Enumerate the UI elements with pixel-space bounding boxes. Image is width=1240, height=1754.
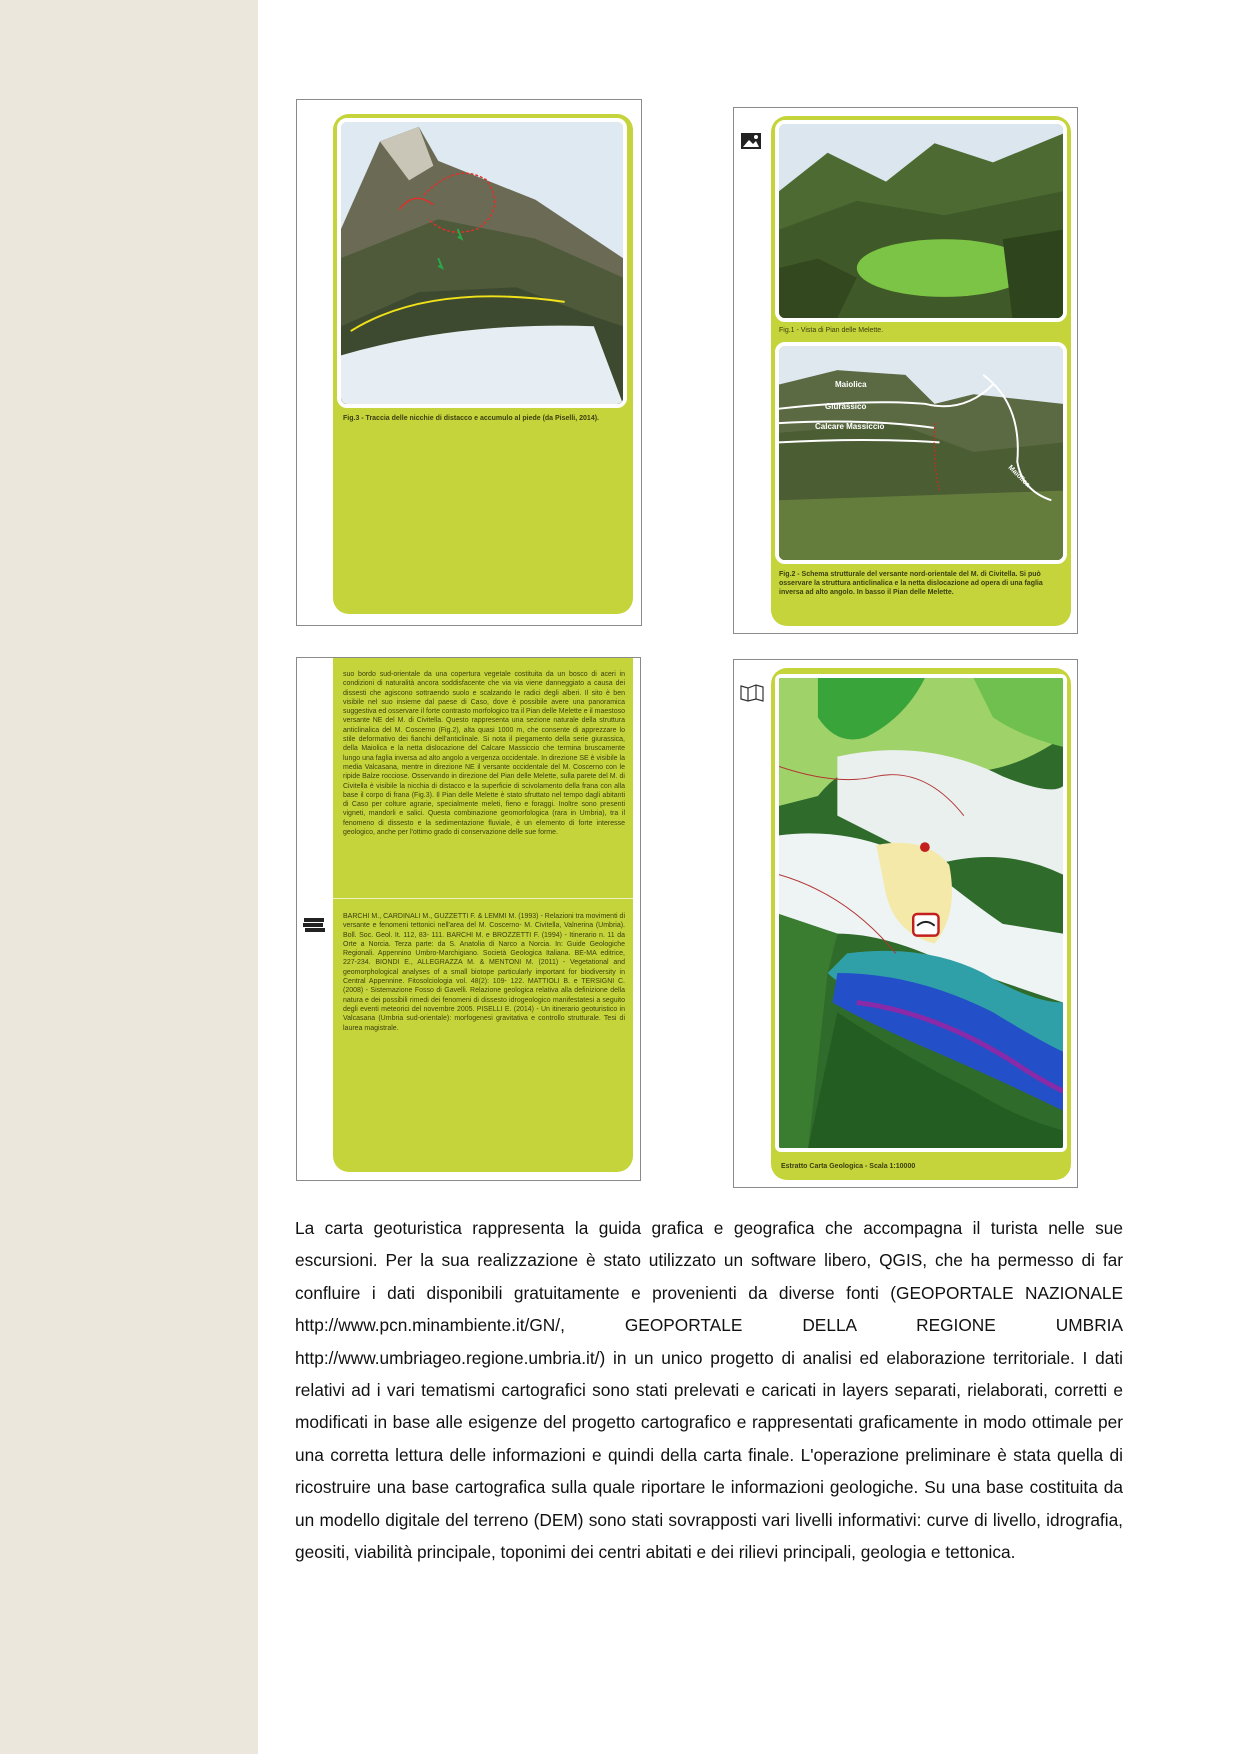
- map-icon: [740, 684, 764, 702]
- fig2-label-calcare: Calcare Massiccio: [815, 422, 885, 431]
- fig12-card: [771, 116, 1071, 626]
- references-text: BARCHI M., CARDINALI M., GUZZETTI F. & LEMMI M. (1993) - Relazioni tra movimenti di versante e fenomeni tettonici nell'area del M. Coscerno- M. Civitella, Valnerina (Umbria). Boll. Soc. Geol. It. 112, 83- 111. BARCHI M. e BROZZETTI F. (1994) - Itinerario n. 11 da Orte a Norcia. Terza parte: da S. Anatolia di Narco a Norcia. In: Guide Geologiche Regionali. Appennino Umbro-Marchigiano. Società Geologica Italiana. BE-MA editrice, 227-234. BIONDI E., ALLEGRAZZA M. & MENTONI M. (2011) - Vegetational and geomorphological analyses of a small biotope particularly important for biodiversity in Central Appennine. Fitosolciologia vol. 48(2): 109- 122. MATTIOLI B. e TERSIGNI C. (2008) - Sistemazione Fosso di Gavelli. Relazione geologica relativa alla definizione della natura e dei possibili rimedi dei fenomeni di dissesto idrogeologico manifestatesi a seguito degli eventi meteorici del novembre 2005. PISELLI E. (2014) - Un itinerario geoturistico in Valcasana (Umbria sud-orientale): morfogenesi gravitativa e controllo strutturale. Tesi di laurea magistrale.: [343, 913, 625, 1032]
- fig1-photo: [775, 120, 1067, 322]
- page-sidebar-strip: [0, 0, 258, 1754]
- panel-description: [296, 657, 641, 1181]
- fig2-photo: [775, 342, 1067, 564]
- map-card: [771, 668, 1071, 1180]
- geological-map: [775, 674, 1067, 1152]
- fig3-card: [333, 114, 633, 614]
- description-text: suo bordo sud-orientale da una copertura vegetale costituita da un bosco di aceri in condizioni di naturalità ancora soddisfacente che via via viene danneggiato a causa dei dissesti che agiscono sottraendo suolo e scalzando le radici degli alberi. Il sito è ben visibile nel suo insieme dal paese di Caso, dove è possibile avere una panoramica suggestiva ed osservare il forte contrasto morfologico tra il Pian delle Melette e il maestoso versante NE del M. di Civitella. Questo rappresenta una sezione naturale della struttura anticlinalica del M. Coscerno (Fig.2), alta quasi 1000 m, che consente di apprezzare lo stile deformativo dei fianchi dell'anticlinale. Si nota il piegamento della serie giurassica, della Maiolica e la netta dislocazione del Calcare Massiccio che termina bruscamente lungo una faglia inversa ad alto angolo a vergenza occidentale. In direzione SE è visibile la media Valcasana, mentre in direzione NE il versante occidentale del M. Coscerno con le ripide Balze rocciose. Osservando in direzione del Pian delle Melette, sulla parete del M. di Civitella è visibile la nicchia di distacco e la superficie di scivolamento della frana con alla base il corpo di frana (Fig.3). Il Pian delle Melette è stato sfruttato nel tempo dagli abitanti di Caso per colture agrarie, specialmente meleti, fieno e foraggi. Inoltre sono presenti vigneti, mandorli e salici. Questa combinazione geomorfologica (rara in Umbria), tra il fenomeno di dissesto e la sedimentazione fluviale, è un elemento di forte interesse geologico, anche per l'ottimo grado di conservazione delle sue forme.: [343, 671, 625, 837]
- books-icon: [302, 916, 326, 934]
- fig3-photo: [337, 118, 627, 408]
- fig2-label-maiolica-2: Maiolica: [1006, 464, 1032, 489]
- panel-fig1-fig2: [733, 107, 1078, 634]
- body-paragraph: La carta geoturistica rappresenta la guida grafica e geografica che accompagna il turista nelle sue escursioni. Per la sua realizzazione è stato utilizzato un software libero, QGIS, che ha permesso di far confluire i dati disponibili gratuitamente e provenienti da diverse fonti (GEOPORTALE NAZIONALE http://www.pcn.minambiente.it/GN/, GEOPORTALE DELLA REGIONE UMBRIA http://www.umbriageo.regione.umbria.it/) in un unico progetto di analisi ed elaborazione territoriale. I dati relativi ad i vari tematismi cartografici sono stati prelevati e caricati in layers separati, rielaborati, corretti e modificati in base alle esigenze del progetto cartografico e rappresentati graficamente in modo ottimale per una corretta lettura delle informazioni e quindi della carta finale. L'operazione preliminare è stata quella di ricostruire una base cartografica sulla quale riportare le informazioni geologiche. Su una base costituita da un modello digitale del terreno (DEM) sono stati sovrapposti vari livelli informativi: curve di livello, idrografia, geositi, viabilità principale, toponimi dei centri abitati e dei rilievi principali, geologia e tettonica.: [295, 1218, 1123, 1563]
- fig2-label-giurassico: Giurassico: [825, 402, 867, 411]
- fig2-caption: Fig.2 - Schema strutturale del versante nord-orientale del M. di Civitella. Si può osservare la struttura anticlinalica e la netta dislocazione ad opera di una faglia inversa ad alto angolo. In basso il Pian delle Melette.: [779, 571, 1043, 596]
- fig2-label-maiolica: Maiolica: [835, 380, 867, 389]
- fig1-caption: Fig.1 - Vista di Pian delle Melette.: [779, 327, 884, 334]
- image-icon: [740, 132, 762, 150]
- description-divider: [333, 898, 633, 899]
- map-caption: Estratto Carta Geologica - Scala 1:10000: [781, 1163, 916, 1170]
- panel-fig3: [296, 99, 642, 626]
- panel-map: [733, 659, 1078, 1188]
- fig3-caption: Fig.3 - Traccia delle nicchie di distacco e accumulo al piede (da Piselli, 2014).: [343, 415, 599, 422]
- description-card: [333, 658, 633, 1172]
